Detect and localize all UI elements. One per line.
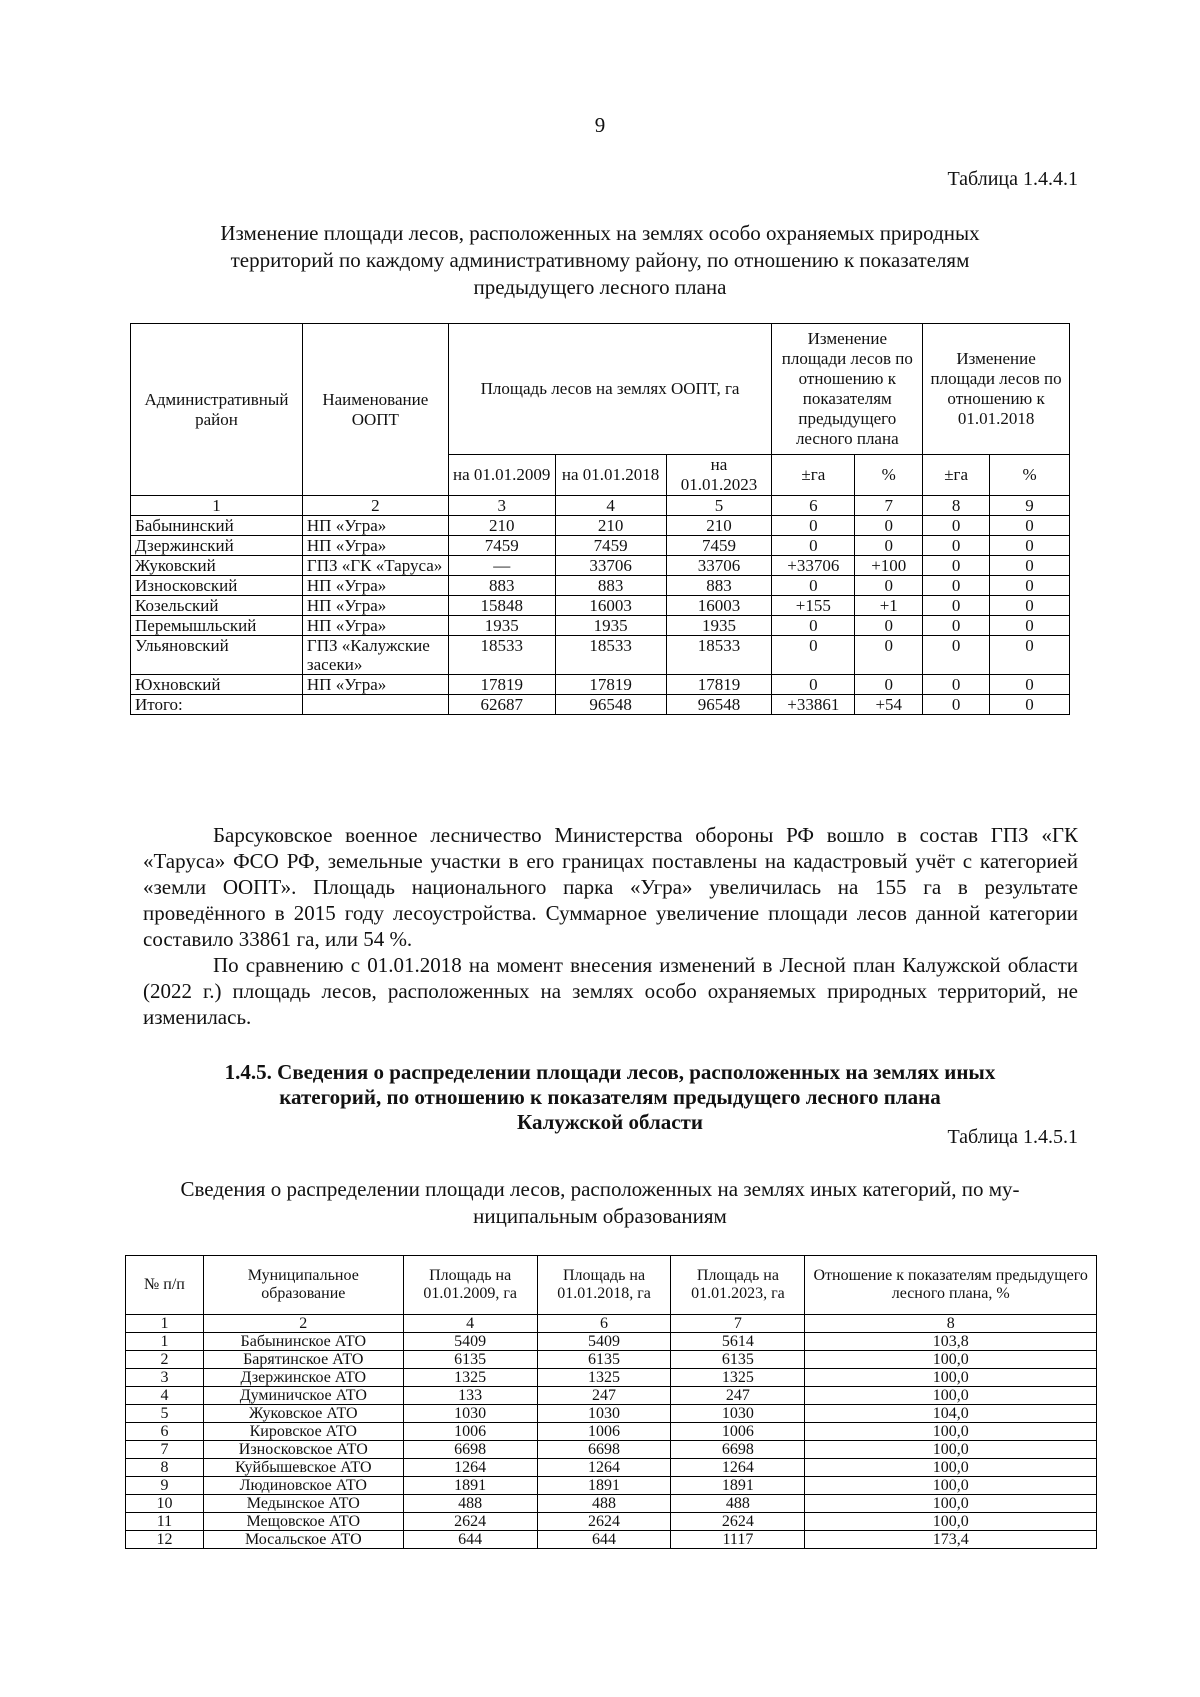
table-cell: 6135 xyxy=(671,1351,805,1369)
table-cell: 17819 xyxy=(666,675,772,695)
table-cell: Перемышльский xyxy=(131,616,303,636)
table-cell: 0 xyxy=(990,576,1070,596)
table-row xyxy=(131,576,1070,596)
table-cell: 8 xyxy=(126,1459,204,1477)
table-cell: 100,0 xyxy=(805,1513,1097,1531)
table-cell: 1891 xyxy=(403,1477,537,1495)
table-cell: 17819 xyxy=(448,675,555,695)
table-cell: 1325 xyxy=(671,1369,805,1387)
table-cell: 6698 xyxy=(671,1441,805,1459)
table-cell: 6135 xyxy=(537,1351,671,1369)
table-row xyxy=(126,1351,1097,1369)
col-number: 6 xyxy=(537,1315,671,1333)
header-y2009: Площадь на 01.01.2009, га xyxy=(403,1256,537,1315)
header-ratio: Отношение к показателям предыдущего лесного плана, % xyxy=(805,1256,1097,1315)
table-cell: +54 xyxy=(855,695,923,715)
table-cell: 96548 xyxy=(555,695,666,715)
table-cell: 9 xyxy=(126,1477,204,1495)
table-row xyxy=(126,1459,1097,1477)
header-num: № п/п xyxy=(126,1256,204,1315)
table-cell: 1117 xyxy=(671,1531,805,1549)
table-cell: Барятинское АТО xyxy=(203,1351,403,1369)
table-cell: 1264 xyxy=(671,1459,805,1477)
header-y2023: Площадь на 01.01.2023, га xyxy=(671,1256,805,1315)
table-cell: 1006 xyxy=(537,1423,671,1441)
table-cell: ГПЗ «Калужские засеки» xyxy=(302,636,448,675)
table-row xyxy=(131,616,1070,636)
table-cell: 1935 xyxy=(555,616,666,636)
table-cell: Козельский xyxy=(131,596,303,616)
table-1-caption: Изменение площади лесов, расположенных на землях особо охраняемых природных территорий по каждому административному району, по отношению к показателям предыдущего лесного плана xyxy=(220,221,980,299)
table-cell: 7 xyxy=(126,1441,204,1459)
table-cell: Жуковское АТО xyxy=(203,1405,403,1423)
table-cell: 5 xyxy=(126,1405,204,1423)
table-cell: НП «Угра» xyxy=(302,596,448,616)
paragraph: Барсуковское военное лесничество Министерства обороны РФ вошло в состав ГПЗ «ГК «Таруса» ФСО РФ, земельные участки в его границах поставлены на кадастровый учёт с категорией «земли ООПТ». Площадь национального парка «Угра» увеличилась на 155 га в результате проведённого в 2015 году лесоустройства. Суммарное увеличение площади лесов данной категории составило 33861 га, или 54 %. xyxy=(143,823,1078,951)
table-cell: 210 xyxy=(666,516,772,536)
table-cell: 7459 xyxy=(666,536,772,556)
col-number: 9 xyxy=(990,496,1070,516)
table-cell: — xyxy=(448,556,555,576)
table-cell: 1325 xyxy=(537,1369,671,1387)
table-cell: 6698 xyxy=(537,1441,671,1459)
table-row xyxy=(126,1531,1097,1549)
table-row xyxy=(126,1477,1097,1495)
table-cell: 33706 xyxy=(555,556,666,576)
table-cell: 4 xyxy=(126,1387,204,1405)
col-number: 5 xyxy=(666,496,772,516)
table-cell: 0 xyxy=(772,636,855,675)
col-number: 6 xyxy=(772,496,855,516)
table-cell: 100,0 xyxy=(805,1441,1097,1459)
table-row xyxy=(126,1423,1097,1441)
table-cell: 18533 xyxy=(666,636,772,675)
paragraph: По сравнению с 01.01.2018 на момент внесения изменений в Лесной план Калужской области (2022 г.) площадь лесов, расположенных на землях особо охраняемых природных территорий, не изменилась. xyxy=(143,953,1078,1029)
header-pm-ha: ±га xyxy=(772,455,855,496)
table-cell: Медынское АТО xyxy=(203,1495,403,1513)
table-cell: +100 xyxy=(855,556,923,576)
table-1 xyxy=(130,323,1070,715)
table-cell: 0 xyxy=(923,636,990,675)
table-cell: 247 xyxy=(537,1387,671,1405)
table-cell: 6698 xyxy=(403,1441,537,1459)
header-change-2018: Изменение площади лесов по отношению к 01.01.2018 xyxy=(923,324,1070,455)
table-cell: 0 xyxy=(990,556,1070,576)
table-row xyxy=(131,556,1070,576)
section-heading: 1.4.5. Сведения о распределении площади лесов, расположенных на землях иных категорий, по отношению к показателям предыдущего лесного плана Калужской области xyxy=(224,1060,996,1134)
column-number-row xyxy=(131,496,1070,516)
table-cell: 0 xyxy=(923,576,990,596)
table-cell: 5614 xyxy=(671,1333,805,1351)
table-cell: Мосальское АТО xyxy=(203,1531,403,1549)
col-number: 7 xyxy=(855,496,923,516)
table-cell: 133 xyxy=(403,1387,537,1405)
table-cell: Куйбышевское АТО xyxy=(203,1459,403,1477)
table-cell: 488 xyxy=(671,1495,805,1513)
table-cell: 488 xyxy=(537,1495,671,1513)
table-cell: 6 xyxy=(126,1423,204,1441)
table-cell: 100,0 xyxy=(805,1477,1097,1495)
col-number: 2 xyxy=(203,1315,403,1333)
table-cell: 100,0 xyxy=(805,1369,1097,1387)
table-cell: 173,4 xyxy=(805,1531,1097,1549)
table-cell: 883 xyxy=(448,576,555,596)
table-cell: 0 xyxy=(990,636,1070,675)
table-cell: 644 xyxy=(537,1531,671,1549)
table-cell: 2624 xyxy=(671,1513,805,1531)
table-cell: 0 xyxy=(855,616,923,636)
table-cell xyxy=(302,695,448,715)
col-number: 2 xyxy=(302,496,448,516)
table-cell: НП «Угра» xyxy=(302,576,448,596)
table-cell: 0 xyxy=(923,556,990,576)
table-cell: 0 xyxy=(990,536,1070,556)
table-cell: 644 xyxy=(403,1531,537,1549)
table-cell: 5409 xyxy=(403,1333,537,1351)
table-cell: 1935 xyxy=(448,616,555,636)
table-row xyxy=(126,1387,1097,1405)
table-row xyxy=(126,1369,1097,1387)
table-cell: 6135 xyxy=(403,1351,537,1369)
table-cell: 0 xyxy=(923,695,990,715)
table-cell: 488 xyxy=(403,1495,537,1513)
table-cell: НП «Угра» xyxy=(302,516,448,536)
table-cell: 0 xyxy=(990,616,1070,636)
table-row xyxy=(131,516,1070,536)
table-cell: 0 xyxy=(855,636,923,675)
table-cell: Ульяновский xyxy=(131,636,303,675)
table-row xyxy=(126,1513,1097,1531)
table-cell: 0 xyxy=(923,616,990,636)
table-cell: 0 xyxy=(855,675,923,695)
table-cell: 100,0 xyxy=(805,1387,1097,1405)
table-cell: 18533 xyxy=(555,636,666,675)
table-cell: 0 xyxy=(772,616,855,636)
header-y2023: на 01.01.2023 xyxy=(666,455,772,496)
table-cell: 62687 xyxy=(448,695,555,715)
table-cell: 1030 xyxy=(403,1405,537,1423)
table-cell: 0 xyxy=(990,516,1070,536)
page-number: 9 xyxy=(594,113,606,137)
table-cell: 0 xyxy=(772,536,855,556)
table-cell: 0 xyxy=(772,576,855,596)
table-1-reference: Таблица 1.4.4.1 xyxy=(947,168,1078,190)
table-cell: Юхновский xyxy=(131,675,303,695)
col-number: 1 xyxy=(126,1315,204,1333)
table-cell: НП «Угра» xyxy=(302,536,448,556)
table-cell: 100,0 xyxy=(805,1495,1097,1513)
col-number: 1 xyxy=(131,496,303,516)
body-text xyxy=(143,822,1078,1030)
table-cell: 1006 xyxy=(671,1423,805,1441)
table-cell: НП «Угра» xyxy=(302,675,448,695)
table-cell: +155 xyxy=(772,596,855,616)
header-pct: % xyxy=(990,455,1070,496)
table-cell: 100,0 xyxy=(805,1459,1097,1477)
table-cell: 0 xyxy=(923,516,990,536)
table-row xyxy=(126,1405,1097,1423)
table-cell: 3 xyxy=(126,1369,204,1387)
column-number-row xyxy=(126,1315,1097,1333)
table-row xyxy=(131,596,1070,616)
table-cell: 0 xyxy=(855,576,923,596)
table-cell: 883 xyxy=(555,576,666,596)
table-2-caption: Сведения о распределении площади лесов, расположенных на землях иных категорий, по му- ниципальным образованиям xyxy=(180,1177,1020,1228)
col-number: 4 xyxy=(555,496,666,516)
table-cell: 1030 xyxy=(671,1405,805,1423)
table-cell: Износковское АТО xyxy=(203,1441,403,1459)
table-cell: 210 xyxy=(448,516,555,536)
table-cell: 1006 xyxy=(403,1423,537,1441)
col-number: 4 xyxy=(403,1315,537,1333)
table-cell: 1264 xyxy=(403,1459,537,1477)
header-mo: Муниципальное образование xyxy=(203,1256,403,1315)
table-cell: 1325 xyxy=(403,1369,537,1387)
table-cell: 1891 xyxy=(671,1477,805,1495)
table-cell: 0 xyxy=(923,596,990,616)
table-cell: Дзержинское АТО xyxy=(203,1369,403,1387)
table-cell: 16003 xyxy=(666,596,772,616)
table-cell: Бабынинское АТО xyxy=(203,1333,403,1351)
table-cell: 100,0 xyxy=(805,1351,1097,1369)
table-row xyxy=(131,536,1070,556)
table-cell: 1935 xyxy=(666,616,772,636)
header-change-prev: Изменение площади лесов по отношению к показателям предыдущего лесного плана xyxy=(772,324,923,455)
header-pm-ha: ±га xyxy=(923,455,990,496)
table-cell: 0 xyxy=(990,596,1070,616)
table-cell: Бабынинский xyxy=(131,516,303,536)
table-cell: Мещовское АТО xyxy=(203,1513,403,1531)
table-cell: 33706 xyxy=(666,556,772,576)
header-y2018: Площадь на 01.01.2018, га xyxy=(537,1256,671,1315)
col-number: 7 xyxy=(671,1315,805,1333)
table-cell: 247 xyxy=(671,1387,805,1405)
table-cell: Думиничское АТО xyxy=(203,1387,403,1405)
table-cell: 210 xyxy=(555,516,666,536)
table-cell: Итого: xyxy=(131,695,303,715)
table-cell: +33861 xyxy=(772,695,855,715)
table-cell: 2624 xyxy=(403,1513,537,1531)
table-row xyxy=(131,636,1070,675)
header-district: Административный район xyxy=(131,324,303,496)
table-row xyxy=(126,1333,1097,1351)
table-cell: Износковский xyxy=(131,576,303,596)
table-cell: 104,0 xyxy=(805,1405,1097,1423)
table-cell: НП «Угра» xyxy=(302,616,448,636)
table-cell: 2 xyxy=(126,1351,204,1369)
table-cell: 0 xyxy=(855,536,923,556)
table-cell: 0 xyxy=(772,675,855,695)
table-cell: Дзержинский xyxy=(131,536,303,556)
table-cell: 1030 xyxy=(537,1405,671,1423)
table-cell: Людиновское АТО xyxy=(203,1477,403,1495)
table-cell: 10 xyxy=(126,1495,204,1513)
table-cell: 883 xyxy=(666,576,772,596)
table-cell: 18533 xyxy=(448,636,555,675)
table-2-reference: Таблица 1.4.5.1 xyxy=(947,1126,1078,1148)
table-cell: 15848 xyxy=(448,596,555,616)
table-row xyxy=(131,695,1070,715)
table-row xyxy=(126,1495,1097,1513)
table-cell: 0 xyxy=(855,516,923,536)
table-row xyxy=(126,1441,1097,1459)
table-cell: 1 xyxy=(126,1333,204,1351)
header-pct: % xyxy=(855,455,923,496)
table-cell: 96548 xyxy=(666,695,772,715)
table-cell: 0 xyxy=(923,536,990,556)
table-cell: +1 xyxy=(855,596,923,616)
header-y2018: на 01.01.2018 xyxy=(555,455,666,496)
header-oopt: Наименование ООПТ xyxy=(302,324,448,496)
table-cell: 0 xyxy=(772,516,855,536)
table-cell: Жуковский xyxy=(131,556,303,576)
table-2 xyxy=(125,1255,1097,1549)
table-cell: 0 xyxy=(990,695,1070,715)
table-row xyxy=(131,675,1070,695)
table-cell: 0 xyxy=(923,675,990,695)
table-cell: 17819 xyxy=(555,675,666,695)
header-area: Площадь лесов на землях ООПТ, га xyxy=(448,324,772,455)
col-number: 3 xyxy=(448,496,555,516)
col-number: 8 xyxy=(805,1315,1097,1333)
table-cell: 2624 xyxy=(537,1513,671,1531)
table-cell: 100,0 xyxy=(805,1423,1097,1441)
table-cell: 1891 xyxy=(537,1477,671,1495)
table-cell: 16003 xyxy=(555,596,666,616)
table-cell: ГПЗ «ГК «Таруса» xyxy=(302,556,448,576)
table-cell: 1264 xyxy=(537,1459,671,1477)
table-cell: Кировское АТО xyxy=(203,1423,403,1441)
table-cell: +33706 xyxy=(772,556,855,576)
table-cell: 103,8 xyxy=(805,1333,1097,1351)
col-number: 8 xyxy=(923,496,990,516)
header-y2009: на 01.01.2009 xyxy=(448,455,555,496)
table-cell: 11 xyxy=(126,1513,204,1531)
table-cell: 0 xyxy=(990,675,1070,695)
table-cell: 5409 xyxy=(537,1333,671,1351)
table-cell: 7459 xyxy=(555,536,666,556)
table-cell: 12 xyxy=(126,1531,204,1549)
table-cell: 7459 xyxy=(448,536,555,556)
